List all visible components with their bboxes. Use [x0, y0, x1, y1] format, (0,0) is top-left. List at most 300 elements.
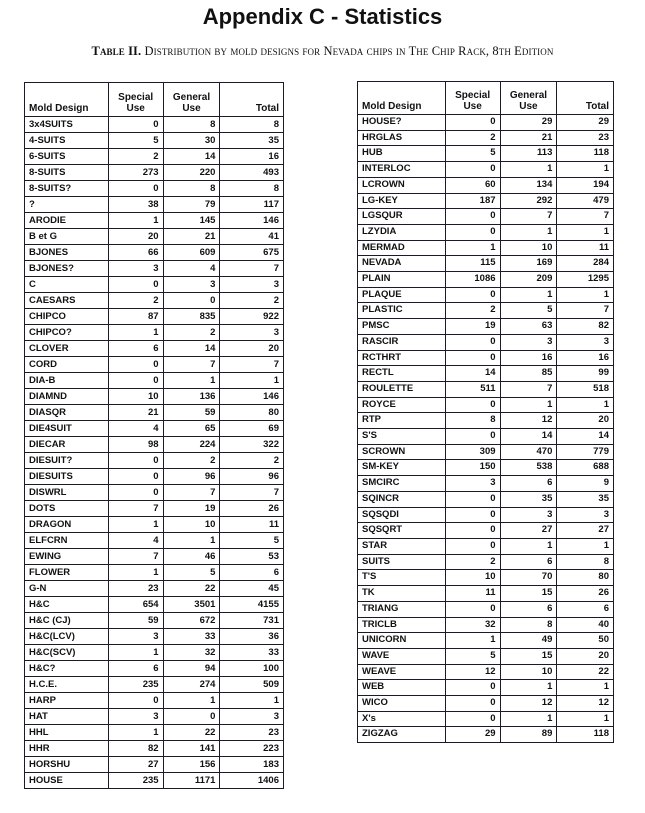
mold-design-cell: CLOVER	[25, 341, 109, 357]
mold-design-cell: DIECAR	[25, 437, 109, 453]
general-use-cell: 85	[500, 366, 557, 382]
table-caption	[0, 44, 645, 59]
total-cell: 922	[220, 309, 284, 325]
special-use-cell: 0	[445, 538, 500, 554]
table-row	[358, 617, 614, 633]
total-cell: 3	[557, 334, 614, 350]
mold-design-cell: HOUSE?	[358, 115, 446, 131]
mold-design-cell: 4-SUITS	[25, 133, 109, 149]
column-header-mold-design: Mold Design	[25, 83, 109, 117]
mold-design-cell: WAVE	[358, 648, 446, 664]
general-use-cell: 113	[500, 146, 557, 162]
table-row	[25, 517, 284, 533]
total-cell: 35	[557, 491, 614, 507]
mold-design-cell: CAESARS	[25, 293, 109, 309]
special-use-cell: 0	[445, 601, 500, 617]
total-cell: 80	[220, 405, 284, 421]
table-row	[25, 725, 284, 741]
general-use-cell: 145	[163, 213, 220, 229]
mold-design-cell: B et G	[25, 229, 109, 245]
mold-design-cell: HOUSE	[25, 773, 109, 789]
table-row	[358, 146, 614, 162]
mold-design-cell: HUB	[358, 146, 446, 162]
table-row	[25, 261, 284, 277]
general-use-cell: 1	[500, 538, 557, 554]
total-cell: 688	[557, 460, 614, 476]
special-use-cell: 0	[108, 485, 163, 501]
general-use-cell: 19	[163, 501, 220, 517]
mold-design-cell: CORD	[25, 357, 109, 373]
table-row	[358, 538, 614, 554]
special-use-cell: 273	[108, 165, 163, 181]
table-header-row	[358, 82, 614, 115]
mold-design-cell: WEB	[358, 680, 446, 696]
table-row	[25, 405, 284, 421]
table-row	[358, 444, 614, 460]
general-use-cell: 79	[163, 197, 220, 213]
special-use-cell: 5	[445, 648, 500, 664]
special-use-cell: 511	[445, 381, 500, 397]
total-cell: 6	[220, 565, 284, 581]
mold-design-cell: HAT	[25, 709, 109, 725]
total-cell: 27	[557, 523, 614, 539]
total-cell: 6	[557, 601, 614, 617]
general-use-cell: 70	[500, 570, 557, 586]
general-use-cell: 1	[163, 373, 220, 389]
special-use-cell: 29	[445, 727, 500, 743]
general-use-cell: 5	[500, 303, 557, 319]
special-use-cell: 0	[445, 711, 500, 727]
total-cell: 5	[220, 533, 284, 549]
general-use-cell: 3	[163, 277, 220, 293]
general-use-cell: 29	[500, 115, 557, 131]
special-use-cell: 115	[445, 256, 500, 272]
column-header-mold-design: Mold Design	[358, 82, 446, 115]
general-use-cell: 27	[500, 523, 557, 539]
column-header-general-use: General Use	[500, 82, 557, 115]
mold-design-cell: RCTHRT	[358, 350, 446, 366]
mold-design-cell: X's	[358, 711, 446, 727]
table-row	[25, 677, 284, 693]
table-row	[358, 350, 614, 366]
total-cell: 22	[557, 664, 614, 680]
table-row	[358, 696, 614, 712]
special-use-cell: 0	[445, 507, 500, 523]
total-cell: 118	[557, 727, 614, 743]
special-use-cell: 0	[445, 696, 500, 712]
general-use-cell: 7	[163, 485, 220, 501]
total-cell: 96	[220, 469, 284, 485]
general-use-cell: 96	[163, 469, 220, 485]
special-use-cell: 1	[445, 633, 500, 649]
total-cell: 40	[557, 617, 614, 633]
table-row	[358, 554, 614, 570]
table-row	[25, 197, 284, 213]
total-cell: 1	[557, 538, 614, 554]
table-row	[358, 664, 614, 680]
total-cell: 3	[220, 325, 284, 341]
mold-design-cell: H&C (CJ)	[25, 613, 109, 629]
total-cell: 223	[220, 741, 284, 757]
special-use-cell: 150	[445, 460, 500, 476]
special-use-cell: 4	[108, 533, 163, 549]
total-cell: 33	[220, 645, 284, 661]
mold-design-cell: PLAIN	[358, 272, 446, 288]
mold-design-cell: SCROWN	[358, 444, 446, 460]
table-row	[25, 213, 284, 229]
total-cell: 1	[557, 711, 614, 727]
table-row	[358, 460, 614, 476]
total-cell: 1	[557, 287, 614, 303]
mold-design-cell: EWING	[25, 549, 109, 565]
total-cell: 1	[220, 373, 284, 389]
mold-design-cell: PLASTIC	[358, 303, 446, 319]
general-use-cell: 4	[163, 261, 220, 277]
special-use-cell: 0	[108, 469, 163, 485]
general-use-cell: 30	[163, 133, 220, 149]
special-use-cell: 3	[108, 629, 163, 645]
special-use-cell: 2	[445, 554, 500, 570]
mold-design-cell: SMCIRC	[358, 476, 446, 492]
table-row	[358, 601, 614, 617]
table-caption-label: Table II.	[91, 44, 142, 58]
table-row	[358, 586, 614, 602]
total-cell: 23	[220, 725, 284, 741]
total-cell: 11	[220, 517, 284, 533]
general-use-cell: 14	[163, 149, 220, 165]
total-cell: 1	[220, 693, 284, 709]
total-cell: 183	[220, 757, 284, 773]
table-row	[358, 429, 614, 445]
table-row	[358, 272, 614, 288]
general-use-cell: 32	[163, 645, 220, 661]
table-row	[25, 309, 284, 325]
mold-design-cell: DIE4SUIT	[25, 421, 109, 437]
special-use-cell: 0	[445, 491, 500, 507]
table-row	[25, 165, 284, 181]
special-use-cell: 0	[108, 181, 163, 197]
general-use-cell: 6	[500, 554, 557, 570]
mold-design-cell: BJONES?	[25, 261, 109, 277]
general-use-cell: 1	[500, 287, 557, 303]
general-use-cell: 94	[163, 661, 220, 677]
general-use-cell: 7	[500, 209, 557, 225]
special-use-cell: 59	[108, 613, 163, 629]
table-row	[25, 245, 284, 261]
mold-design-cell: PMSC	[358, 319, 446, 335]
total-cell: 7	[220, 357, 284, 373]
mold-design-cell: FLOWER	[25, 565, 109, 581]
mold-design-table-right	[357, 81, 614, 743]
general-use-cell: 15	[500, 648, 557, 664]
table-row	[25, 181, 284, 197]
table-row	[25, 741, 284, 757]
mold-design-cell: HRGLAS	[358, 130, 446, 146]
general-use-cell: 21	[163, 229, 220, 245]
mold-design-cell: HHL	[25, 725, 109, 741]
special-use-cell: 60	[445, 177, 500, 193]
total-cell: 117	[220, 197, 284, 213]
general-use-cell: 1	[500, 711, 557, 727]
mold-design-cell: TRICLB	[358, 617, 446, 633]
total-cell: 518	[557, 381, 614, 397]
total-cell: 493	[220, 165, 284, 181]
special-use-cell: 3	[108, 261, 163, 277]
table-row	[25, 629, 284, 645]
total-cell: 1	[557, 224, 614, 240]
general-use-cell: 89	[500, 727, 557, 743]
total-cell: 731	[220, 613, 284, 629]
mold-design-table-left	[24, 82, 284, 789]
table-row	[358, 633, 614, 649]
mold-design-cell: H.C.E.	[25, 677, 109, 693]
special-use-cell: 27	[108, 757, 163, 773]
general-use-cell: 3	[500, 507, 557, 523]
mold-design-cell: CHIPCO?	[25, 325, 109, 341]
total-cell: 675	[220, 245, 284, 261]
general-use-cell: 63	[500, 319, 557, 335]
total-cell: 1	[557, 680, 614, 696]
special-use-cell: 2	[108, 149, 163, 165]
table-row	[358, 507, 614, 523]
total-cell: 509	[220, 677, 284, 693]
special-use-cell: 0	[445, 334, 500, 350]
total-cell: 20	[557, 648, 614, 664]
table-row	[25, 421, 284, 437]
mold-design-cell: RASCIR	[358, 334, 446, 350]
mold-design-cell: STAR	[358, 538, 446, 554]
table-row	[358, 727, 614, 743]
column-header-total: Total	[557, 82, 614, 115]
general-use-cell: 8	[163, 181, 220, 197]
mold-design-cell: HORSHU	[25, 757, 109, 773]
mold-design-cell: S'S	[358, 429, 446, 445]
total-cell: 69	[220, 421, 284, 437]
table-row	[358, 256, 614, 272]
special-use-cell: 1	[108, 517, 163, 533]
mold-design-cell: NEVADA	[358, 256, 446, 272]
special-use-cell: 0	[445, 162, 500, 178]
total-cell: 4155	[220, 597, 284, 613]
general-use-cell: 5	[163, 565, 220, 581]
total-cell: 7	[220, 485, 284, 501]
total-cell: 12	[557, 696, 614, 712]
general-use-cell: 1	[500, 680, 557, 696]
mold-design-cell: DISWRL	[25, 485, 109, 501]
general-use-cell: 169	[500, 256, 557, 272]
page-title: Appendix C - Statistics	[202, 4, 443, 29]
total-cell: 8	[220, 117, 284, 133]
mold-design-cell: ZIGZAG	[358, 727, 446, 743]
total-cell: 2	[220, 293, 284, 309]
mold-design-cell: LG-KEY	[358, 193, 446, 209]
mold-design-cell: ROYCE	[358, 397, 446, 413]
table-row	[25, 277, 284, 293]
special-use-cell: 8	[445, 413, 500, 429]
special-use-cell: 0	[445, 115, 500, 131]
table-row	[25, 437, 284, 453]
mold-design-cell: DRAGON	[25, 517, 109, 533]
mold-design-cell: SQSQRT	[358, 523, 446, 539]
table-row	[25, 661, 284, 677]
column-header-special-use: Special Use	[108, 83, 163, 117]
mold-design-cell: TK	[358, 586, 446, 602]
mold-design-cell: DIASQR	[25, 405, 109, 421]
general-use-cell: 14	[163, 341, 220, 357]
table-row	[25, 149, 284, 165]
general-use-cell: 21	[500, 130, 557, 146]
mold-design-cell: LZYDIA	[358, 224, 446, 240]
general-use-cell: 136	[163, 389, 220, 405]
table-row	[358, 570, 614, 586]
mold-design-cell: WICO	[358, 696, 446, 712]
total-cell: 16	[557, 350, 614, 366]
total-cell: 29	[557, 115, 614, 131]
special-use-cell: 2	[108, 293, 163, 309]
mold-design-cell: DIESUIT?	[25, 453, 109, 469]
mold-design-cell: DOTS	[25, 501, 109, 517]
column-header-special-use: Special Use	[445, 82, 500, 115]
total-cell: 1295	[557, 272, 614, 288]
mold-design-cell: LCROWN	[358, 177, 446, 193]
mold-design-cell: DIA-B	[25, 373, 109, 389]
general-use-cell: 1	[163, 693, 220, 709]
mold-design-cell: SM-KEY	[358, 460, 446, 476]
mold-design-cell: H&C	[25, 597, 109, 613]
general-use-cell: 1	[500, 397, 557, 413]
special-use-cell: 10	[108, 389, 163, 405]
total-cell: 7	[557, 209, 614, 225]
total-cell: 779	[557, 444, 614, 460]
general-use-cell: 22	[163, 581, 220, 597]
mold-design-cell: H&C(SCV)	[25, 645, 109, 661]
mold-design-cell: SUITS	[358, 554, 446, 570]
general-use-cell: 0	[163, 709, 220, 725]
special-use-cell: 0	[108, 373, 163, 389]
total-cell: 26	[220, 501, 284, 517]
total-cell: 322	[220, 437, 284, 453]
total-cell: 14	[557, 429, 614, 445]
mold-design-cell: DIESUITS	[25, 469, 109, 485]
special-use-cell: 3	[108, 709, 163, 725]
table-row	[25, 469, 284, 485]
special-use-cell: 6	[108, 341, 163, 357]
table-row	[358, 523, 614, 539]
mold-design-cell: ROULETTE	[358, 381, 446, 397]
special-use-cell: 21	[108, 405, 163, 421]
total-cell: 146	[220, 213, 284, 229]
special-use-cell: 6	[108, 661, 163, 677]
special-use-cell: 4	[108, 421, 163, 437]
special-use-cell: 98	[108, 437, 163, 453]
special-use-cell: 1	[108, 325, 163, 341]
special-use-cell: 7	[108, 501, 163, 517]
table-row	[25, 773, 284, 789]
general-use-cell: 141	[163, 741, 220, 757]
mold-design-cell: RTP	[358, 413, 446, 429]
table-row	[25, 757, 284, 773]
special-use-cell: 0	[445, 209, 500, 225]
general-use-cell: 292	[500, 193, 557, 209]
table-row	[25, 597, 284, 613]
special-use-cell: 235	[108, 677, 163, 693]
table-row	[358, 177, 614, 193]
general-use-cell: 35	[500, 491, 557, 507]
general-use-cell: 14	[500, 429, 557, 445]
total-cell: 99	[557, 366, 614, 382]
total-cell: 146	[220, 389, 284, 405]
special-use-cell: 235	[108, 773, 163, 789]
table-row	[25, 693, 284, 709]
total-cell: 8	[220, 181, 284, 197]
total-cell: 3	[220, 709, 284, 725]
total-cell: 20	[557, 413, 614, 429]
table-row	[25, 565, 284, 581]
special-use-cell: 32	[445, 617, 500, 633]
column-header-total: Total	[220, 83, 284, 117]
special-use-cell: 0	[108, 453, 163, 469]
general-use-cell: 220	[163, 165, 220, 181]
special-use-cell: 0	[108, 117, 163, 133]
total-cell: 1	[557, 162, 614, 178]
special-use-cell: 3	[445, 476, 500, 492]
special-use-cell: 1	[108, 565, 163, 581]
special-use-cell: 1	[108, 725, 163, 741]
table-row	[358, 476, 614, 492]
table-row	[358, 366, 614, 382]
total-cell: 11	[557, 240, 614, 256]
general-use-cell: 470	[500, 444, 557, 460]
table-row	[358, 334, 614, 350]
mold-design-cell: H&C?	[25, 661, 109, 677]
general-use-cell: 22	[163, 725, 220, 741]
total-cell: 26	[557, 586, 614, 602]
general-use-cell: 7	[163, 357, 220, 373]
total-cell: 100	[220, 661, 284, 677]
special-use-cell: 82	[108, 741, 163, 757]
special-use-cell: 66	[108, 245, 163, 261]
total-cell: 82	[557, 319, 614, 335]
special-use-cell: 12	[445, 664, 500, 680]
total-cell: 35	[220, 133, 284, 149]
mold-design-cell: HHR	[25, 741, 109, 757]
general-use-cell: 10	[163, 517, 220, 533]
mold-design-cell: CHIPCO	[25, 309, 109, 325]
mold-design-cell: H&C(LCV)	[25, 629, 109, 645]
table-row	[25, 325, 284, 341]
special-use-cell: 654	[108, 597, 163, 613]
general-use-cell: 1	[500, 162, 557, 178]
table-row	[358, 209, 614, 225]
general-use-cell: 7	[500, 381, 557, 397]
special-use-cell: 0	[445, 350, 500, 366]
total-cell: 50	[557, 633, 614, 649]
general-use-cell: 65	[163, 421, 220, 437]
special-use-cell: 0	[108, 693, 163, 709]
total-cell: 7	[220, 261, 284, 277]
table-row	[25, 549, 284, 565]
special-use-cell: 0	[445, 523, 500, 539]
total-cell: 3	[220, 277, 284, 293]
special-use-cell: 2	[445, 130, 500, 146]
total-cell: 41	[220, 229, 284, 245]
general-use-cell: 538	[500, 460, 557, 476]
table-row	[358, 115, 614, 131]
table-row	[25, 709, 284, 725]
total-cell: 45	[220, 581, 284, 597]
table-row	[358, 240, 614, 256]
general-use-cell: 209	[500, 272, 557, 288]
